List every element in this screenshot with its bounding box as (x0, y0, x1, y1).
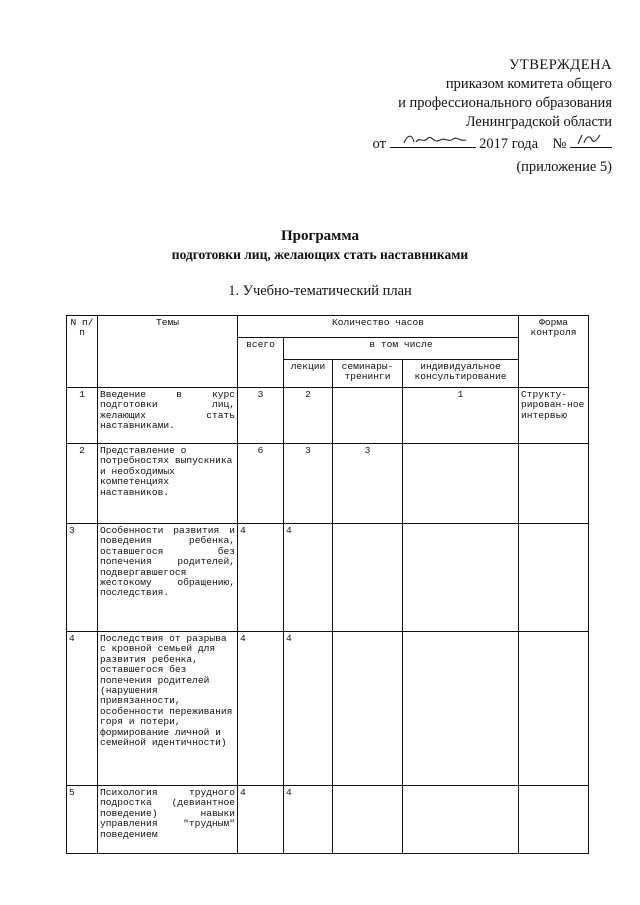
header-num: N п/п (67, 316, 98, 388)
row-seminars: 3 (333, 444, 403, 524)
date-prefix: от (372, 136, 386, 152)
table-header-row-1 (67, 316, 589, 338)
row-lectures: 4 (284, 524, 333, 632)
row-form: Структу-рирован-ное интервью (519, 388, 589, 444)
row-individual (403, 524, 519, 632)
row-num: 3 (67, 524, 98, 632)
row-seminars (333, 786, 403, 854)
header-lectures: лекции (284, 360, 333, 388)
header-hours: Количество часов (238, 316, 519, 338)
row-topic: Психология трудного подростка (девиантное поведение) навыки управления "трудным" поведением (98, 786, 238, 854)
approval-line-3: и профессионального образования (398, 95, 612, 111)
row-total: 6 (238, 444, 284, 524)
number-prefix: № (552, 136, 567, 152)
row-num: 4 (67, 632, 98, 786)
row-total: 4 (238, 786, 284, 854)
approval-date-line (312, 132, 612, 154)
section-title: 1. Учебно-тематический план (228, 283, 412, 299)
order-number-field (570, 132, 612, 148)
row-lectures: 4 (284, 632, 333, 786)
table-row (67, 388, 589, 444)
row-num: 2 (67, 444, 98, 524)
row-individual (403, 632, 519, 786)
row-seminars (333, 632, 403, 786)
header-including: в том числе (284, 338, 519, 360)
row-topic: Введение в курс подготовки лиц, желающих стать наставниками. (98, 388, 238, 444)
row-lectures: 3 (284, 444, 333, 524)
approval-line-2: приказом комитета общего (445, 76, 612, 92)
date-handwritten-field (390, 132, 476, 148)
row-lectures: 2 (284, 388, 333, 444)
row-individual: 1 (403, 388, 519, 444)
header-individual: индивидуальное консультирование (403, 360, 519, 388)
row-num: 5 (67, 786, 98, 854)
header-topics: Темы (98, 316, 238, 388)
row-topic: Особенности развития и поведения ребенка, оставшегося без попечения родителей, подвергавшегося жестокому обращению, последствия. (98, 524, 238, 632)
handwritten-date-signature (390, 132, 476, 147)
table-row (67, 524, 589, 632)
row-total: 3 (238, 388, 284, 444)
table-row (67, 632, 589, 786)
curriculum-table (66, 315, 589, 854)
table-row (67, 786, 589, 854)
row-topic: Представление о потребностях выпускника и необходимых компетенциях наставников. (98, 444, 238, 524)
appendix-label: (приложение 5) (516, 159, 612, 175)
row-total: 4 (238, 632, 284, 786)
row-form (519, 632, 589, 786)
row-form (519, 786, 589, 854)
approval-block (312, 56, 612, 154)
table-row (67, 444, 589, 524)
row-individual (403, 786, 519, 854)
handwritten-number-signature (570, 132, 612, 147)
program-subtitle: подготовки лиц, желающих стать наставниками (171, 247, 469, 262)
header-total: всего (238, 338, 284, 388)
approval-title: УТВЕРЖДЕНА (509, 57, 612, 73)
header-seminars: семинары-тренинги (333, 360, 403, 388)
row-seminars (333, 388, 403, 444)
row-topic: Последствия от разрыва с кровной семьей для развития ребенка, оставшегося без попечения родителей (нарушения привязанности, особенности переживания горя и потери, формирование личной и семейной идентичности) (98, 632, 238, 786)
date-year: 2017 года (479, 136, 539, 152)
row-seminars (333, 524, 403, 632)
row-lectures: 4 (284, 786, 333, 854)
row-individual (403, 444, 519, 524)
approval-line-4: Ленинградской области (465, 114, 612, 130)
row-total: 4 (238, 524, 284, 632)
row-form (519, 524, 589, 632)
row-form (519, 444, 589, 524)
header-form: Форма контроля (519, 316, 589, 388)
row-num: 1 (67, 388, 98, 444)
program-title: Программа (281, 228, 359, 244)
